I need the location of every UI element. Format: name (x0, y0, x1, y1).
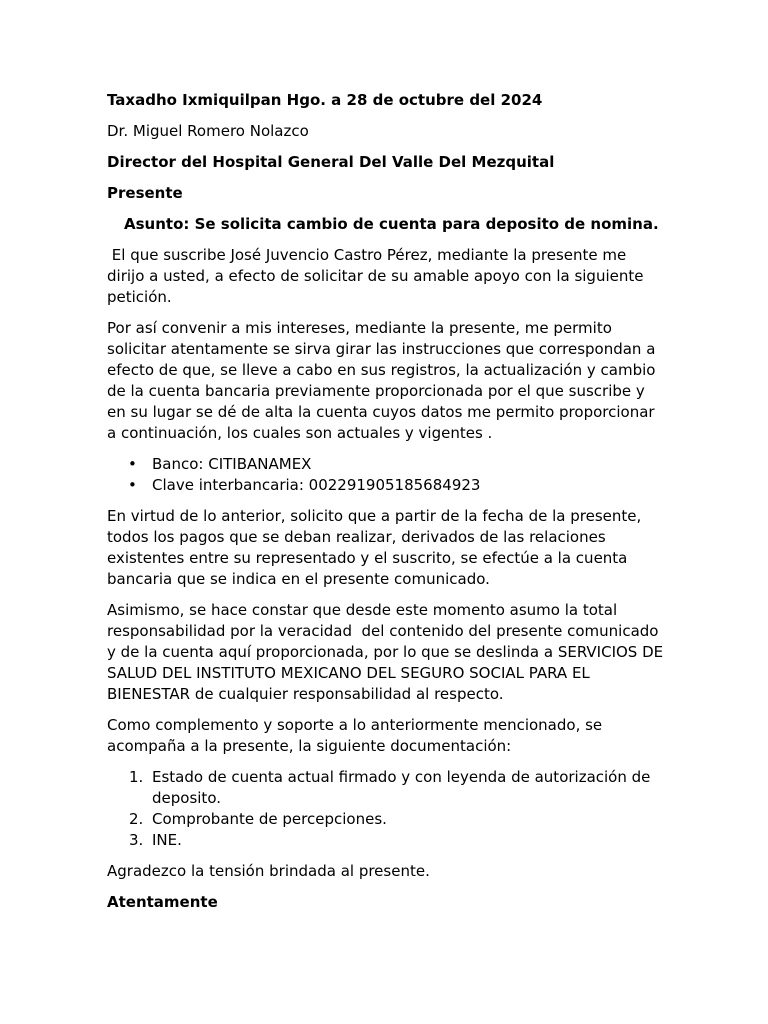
item-number: 1. (129, 768, 144, 786)
item-number: 3. (129, 831, 144, 849)
bank-name: Banco: CITIBANAMEX (152, 455, 312, 473)
interbank-key: Clave interbancaria: 002291905185684923 (152, 476, 481, 494)
list-item (107, 830, 667, 851)
list-item (107, 454, 667, 475)
place-date: Taxadho Ixmiquilpan Hgo. a 28 de octubre del 2024 (107, 91, 543, 109)
thanks-line: Agradezco la tensión brindada al presente. (107, 862, 430, 880)
item-number: 2. (129, 810, 144, 828)
bullet-icon: • (128, 476, 137, 494)
subject-line: Asunto: Se solicita cambio de cuenta para deposito de nomina. (124, 215, 659, 233)
document-item: INE. (152, 831, 182, 849)
request-paragraph: Por así convenir a mis intereses, mediante la presente, me permito solicitar atentamente se sirva girar las instrucciones que correspondan a efecto de que, se lleve a cabo en sus registros, la actualización y cambio de la cuenta bancaria previamente proporcionada por el que suscribe y en su lugar se dé de alta la cuenta cuyos datos me permito proporcionar a continuación, los cuales son actuales y vigentes . (107, 319, 656, 442)
list-item (107, 809, 667, 830)
list-item (107, 475, 667, 496)
recipient-title: Director del Hospital General Del Valle Del Mezquital (107, 153, 555, 171)
document-item: Comprobante de percepciones. (152, 810, 387, 828)
documents-list (107, 767, 667, 851)
bank-details-list (107, 454, 667, 496)
presente-heading: Presente (107, 184, 183, 202)
closing: Atentamente (107, 893, 218, 911)
list-item (107, 767, 667, 809)
document-item: Estado de cuenta actual firmado y con leyenda de autorización de deposito. (152, 768, 651, 807)
bullet-icon: • (128, 455, 137, 473)
payments-paragraph: En virtud de lo anterior, solicito que a partir de la fecha de la presente, todos los pagos que se deban realizar, derivados de las relaciones existentes entre su representado y el suscrito, se efectúe a la cuenta bancaria que se indica en el presente comunicado. (107, 507, 642, 588)
recipient-name: Dr. Miguel Romero Nolazco (107, 122, 309, 140)
intro-paragraph: El que suscribe José Juvencio Castro Pérez, mediante la presente me dirijo a usted, a efecto de solicitar de su amable apoyo con la siguiente petición. (107, 246, 649, 306)
documents-intro: Como complemento y soporte a lo anteriormente mencionado, se acompaña a la presente, la siguiente documentación: (107, 716, 603, 755)
responsibility-paragraph: Asimismo, se hace constar que desde este momento asumo la total responsabilidad por la veracidad del contenido del presente comunicado y de la cuenta aquí proporcionada, por lo que se deslinda a SERVICIOS DE SALUD DEL INSTITUTO MEXICANO DEL SEGURO SOCIAL PARA EL BIENESTAR de cualquier responsabilidad al respecto. (107, 601, 668, 703)
letter-body (107, 90, 667, 913)
